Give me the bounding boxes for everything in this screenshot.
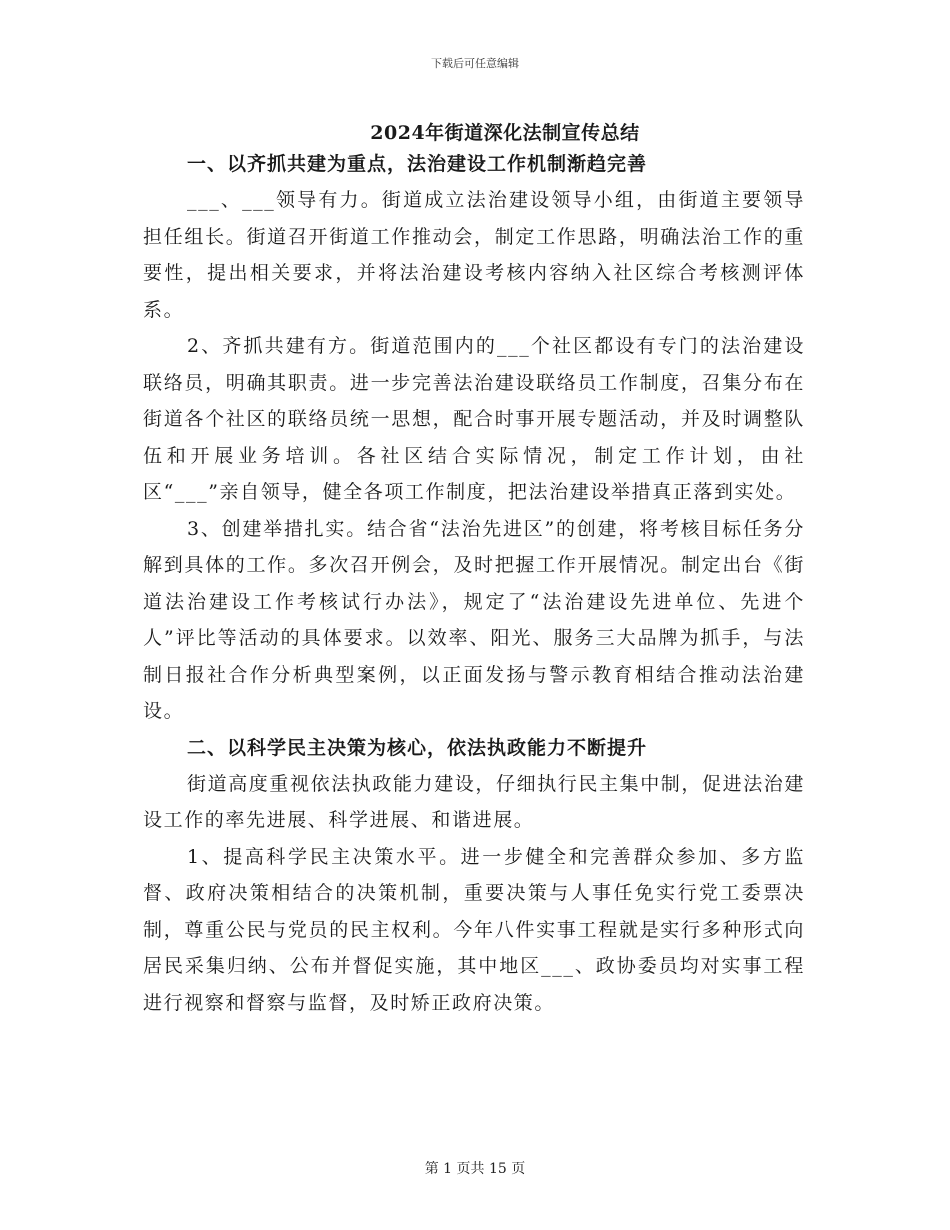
paragraph: 街道高度重视依法执政能力建设，仔细执行民主集中制，促进法治建设工作的率先进展、科学进展、和谐进展。 (143, 772, 806, 831)
document-title: 2024年街道深化法制宣传总结 (370, 122, 640, 144)
section-heading: 一、以齐抓共建为重点，法治建设工作机制渐趋完善 (187, 153, 648, 175)
paragraph: ___、___领导有力。街道成立法治建设领导小组，由街道主要领导担任组长。街道召开街道工作推动会，制定工作思路，明确法治工作的重要性，提出相关要求，并将法治建设考核内容纳入社区综合考核测评体系。 (143, 189, 805, 321)
page-number: 第 1 页共 15 页 (424, 1161, 526, 1177)
paragraph: 2、齐抓共建有方。街道范围内的___个社区都设有专门的法治建设联络员，明确其职责。进一步完善法治建设联络员工作制度，召集分布在街道各个社区的联络员统一思想，配合时事开展专题活动，并及时调整队伍和开展业务培训。各社区结合实际情况，制定工作计划，由社区“___”亲自领导，健全各项工作制度，把法治建设举措真正落到实处。 (143, 335, 805, 503)
document-body (143, 146, 805, 1021)
paragraph: 1、提高科学民主决策水平。进一步健全和完善群众参加、多方监督、政府决策相结合的决策机制，重要决策与人事任免实行党工委票决制，尊重公民与党员的民主权利。今年八件实事工程就是实行多种形式向居民采集归纳、公布并督促实施，其中地区___、政协委员均对实事工程进行视察和督察与监督，及时矫正政府决策。 (143, 845, 805, 1014)
section-1 (143, 146, 805, 730)
section-heading: 二、以科学民主决策为核心，依法执政能力不断提升 (187, 736, 648, 759)
paragraph: 3、创建举措扎实。结合省“法治先进区”的创建，将考核目标任务分解到具体的工作。多次召开例会，及时把握工作开展情况。制定出台《街道法治建设工作考核试行办法》，规定了“法治建设先进单位、先进个人”评比等活动的具体要求。以效率、阳光、服务三大品牌为抓手，与法制日报社合作分析典型案例，以正面发扬与警示教育相结合推动法治建设。 (143, 517, 805, 722)
section-2 (143, 730, 805, 1022)
header-note: 下载后可任意编辑 (431, 57, 519, 70)
